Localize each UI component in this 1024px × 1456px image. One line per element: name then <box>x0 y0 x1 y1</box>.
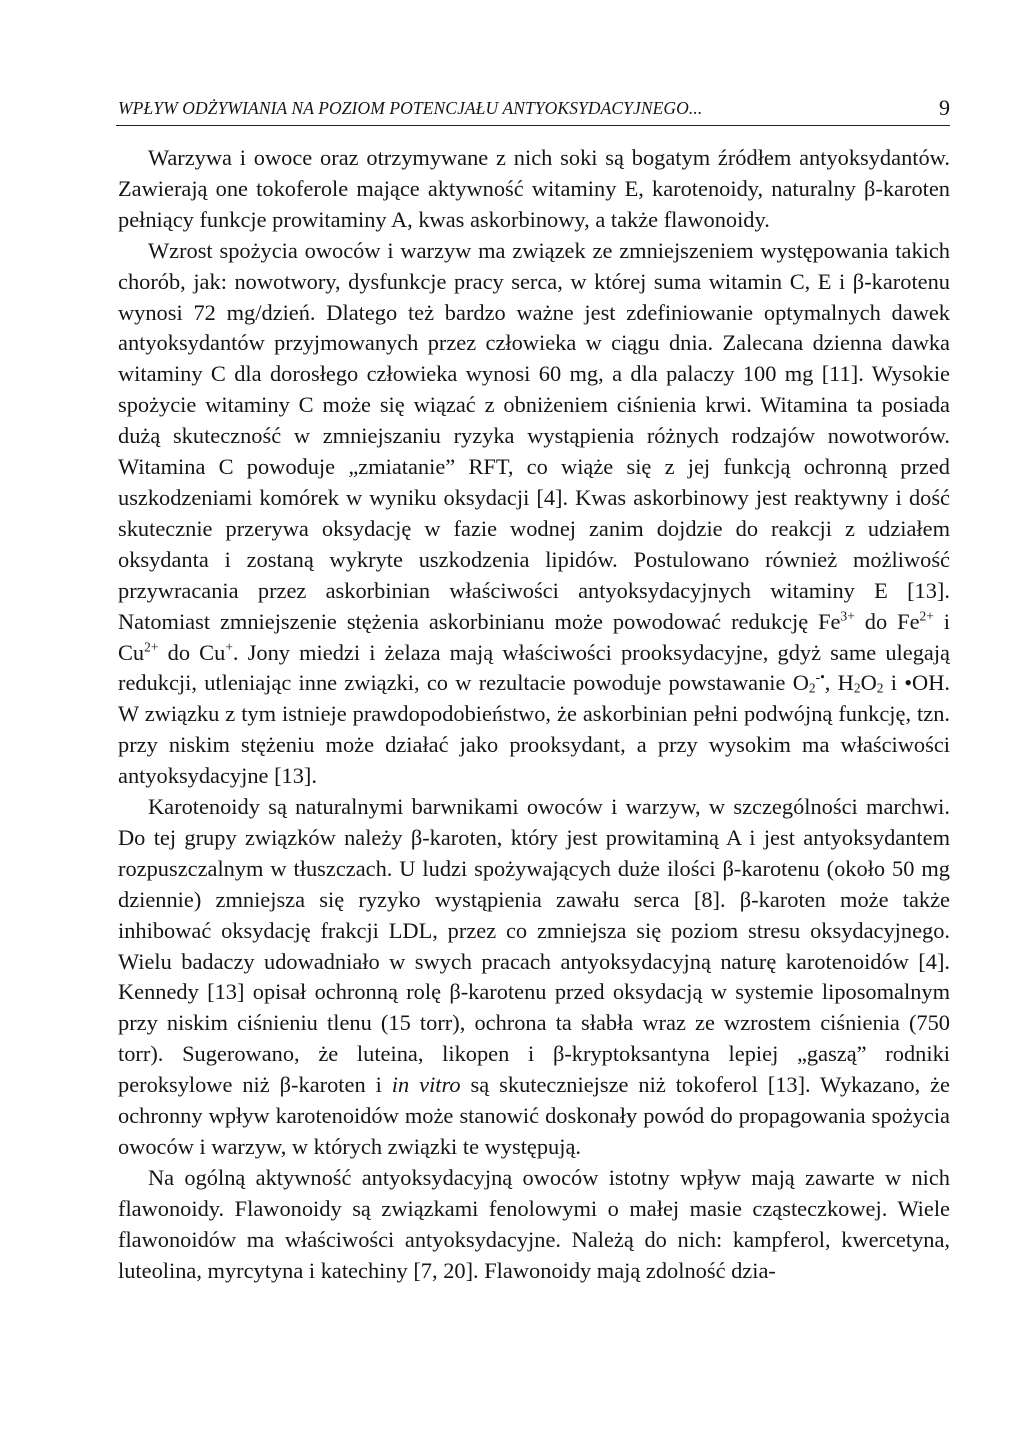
page-number: 9 <box>939 95 950 120</box>
paragraph-flavonoids <box>118 1163 950 1287</box>
paragraph-text: Na ogólną aktywność antyoksydacyjną owoców istotny wpływ mają zawarte w nich flawonoidy. Flawonoidy są związkami fenolowymi o małej masie cząsteczkowej. Wiele flawonoidów ma właściwości antyoksydacyjne. Należą do nich: kampferol, kwercetyna, luteolina, myrcytyna i katechiny [7, 20]. Flawonoidy mają zdolność dzia- <box>118 1164 950 1283</box>
paragraph-text: Warzywa i owoce oraz otrzymywane z nich soki są bogatym źródłem antyoksydantów. Zawierają one tokoferole mające aktywność witaminy E, karotenoidy, naturalny β-karoten pełniący funkcje prowitaminy A, kwas askorbinowy, a także flawonoidy. <box>118 145 950 232</box>
paragraph-vitamin-c <box>118 236 950 792</box>
subscript: 2 <box>853 681 861 697</box>
superscript: 3+ <box>840 607 855 623</box>
superscript: + <box>225 638 233 654</box>
text-segment: do Fe <box>854 608 920 634</box>
text-segment: , H <box>824 670 854 696</box>
header-rule <box>116 125 950 126</box>
text-segment: do Cu <box>158 639 226 665</box>
text-segment: są skuteczniejsze niż tokoferol [13]. Wykazano, że ochronny wpływ karotenoidów może stanowić doskonały powód do propagowania spożycia owoców i warzyw, w których związki te występują. <box>118 1072 950 1159</box>
paragraph-carotenoids <box>118 792 950 1163</box>
subscript: 2 <box>808 681 816 697</box>
paragraph-fruits-vegetables <box>118 143 950 236</box>
text-segment: . Jony miedzi i żelaza mają właściwości prooksydacyjne, gdyż same ulegają redukcji, utleniając inne związki, co w rezultacie powoduje powstawanie O <box>118 639 950 696</box>
italic-term: in vitro <box>391 1072 461 1098</box>
superscript: 2+ <box>919 607 934 623</box>
subscript: 2 <box>876 681 884 697</box>
text-segment: Wzrost spożycia owoców i warzyw ma związek ze zmniejszeniem występowania takich chorób, jak: nowotwory, dysfunkcje pracy serca, w której suma witamin C, E i β-karotenu wynosi 72 mg/dzień. Dlatego też bardzo ważne jest zdefiniowanie optymalnych dawek antyoksydantów przyjmowanych przez człowieka w ciągu dnia. Zalecana dzienna dawka witaminy C dla dorosłego człowieka wynosi 60 mg, a dla palaczy 100 mg [11]. Wysokie spożycie witaminy C może się wiązać z obniżeniem ciśnienia krwi. Witamina ta posiada dużą skuteczność w zmniejszaniu ryzyka wystąpienia różnych rodzajów nowotworów. Witamina C powoduje „zmiatanie” RFT, co wiąże się z jej funkcją ochronną przed uszkodzeniami komórek w wyniku oksydacji [4]. Kwas askorbinowy jest reaktywny i dość skutecznie przerywa oksydację w fazie wodnej zanim dojdzie do reakcji z udziałem oksydanta i zostaną wykryte uszkodzenia lipidów. Postulowano również możliwość przywracania przez askorbinian właściwości antyoksydacyjnych witaminy E [13]. Natomiast zmniejszenie stężenia askorbinianu może powodować redukcję Fe <box>118 237 950 634</box>
text-segment: i •OH. W związku z tym istnieje prawdopodobieństwo, że askorbinian pełni podwójną funkcję, tzn. przy niskim stężeniu może działać jako prooksydant, a przy wysokim ma właściwości antyoksydacyjne [13]. <box>118 670 950 789</box>
text-segment: i Cu <box>118 608 951 665</box>
superscript: 2+ <box>144 638 159 654</box>
running-title: WPŁYW ODŻYWIANIA NA POZIOM POTENCJAŁU ANTYOKSYDACYJNEGO... <box>118 98 703 118</box>
superscript: -• <box>815 669 825 685</box>
text-segment: Karotenoidy są naturalnymi barwnikami owoców i warzyw, w szczególności marchwi. Do tej grupy związków należy β-karoten, który jest prowitaminą A i jest antyoksydantem rozpuszczalnym w tłuszczach. U ludzi spożywających duże ilości β-karotenu (około 50 mg dziennie) zmniejsza się ryzyko wystąpienia zawału serca [8]. β-karoten może także inhibować oksydację frakcji LDL, przez co zmniejsza się poziom stresu oksydacyjnego. Wielu badaczy udowadniało w swych pracach antyoksydacyjną naturę karotenoidów [4]. Kennedy [13] opisał ochronną rolę β-karotenu przed oksydacją w systemie liposomalnym przy niskim ciśnieniu tlenu (15 torr), ochrona ta słabła wraz ze wzrostem ciśnienia (750 torr). Sugerowano, że luteina, likopen i β-kryptoksantyna lepiej „gaszą” rodniki peroksylowe niż β-karoten i <box>118 794 950 1098</box>
body-text <box>118 143 950 1287</box>
running-header <box>118 95 950 124</box>
text-segment: O <box>860 670 877 696</box>
